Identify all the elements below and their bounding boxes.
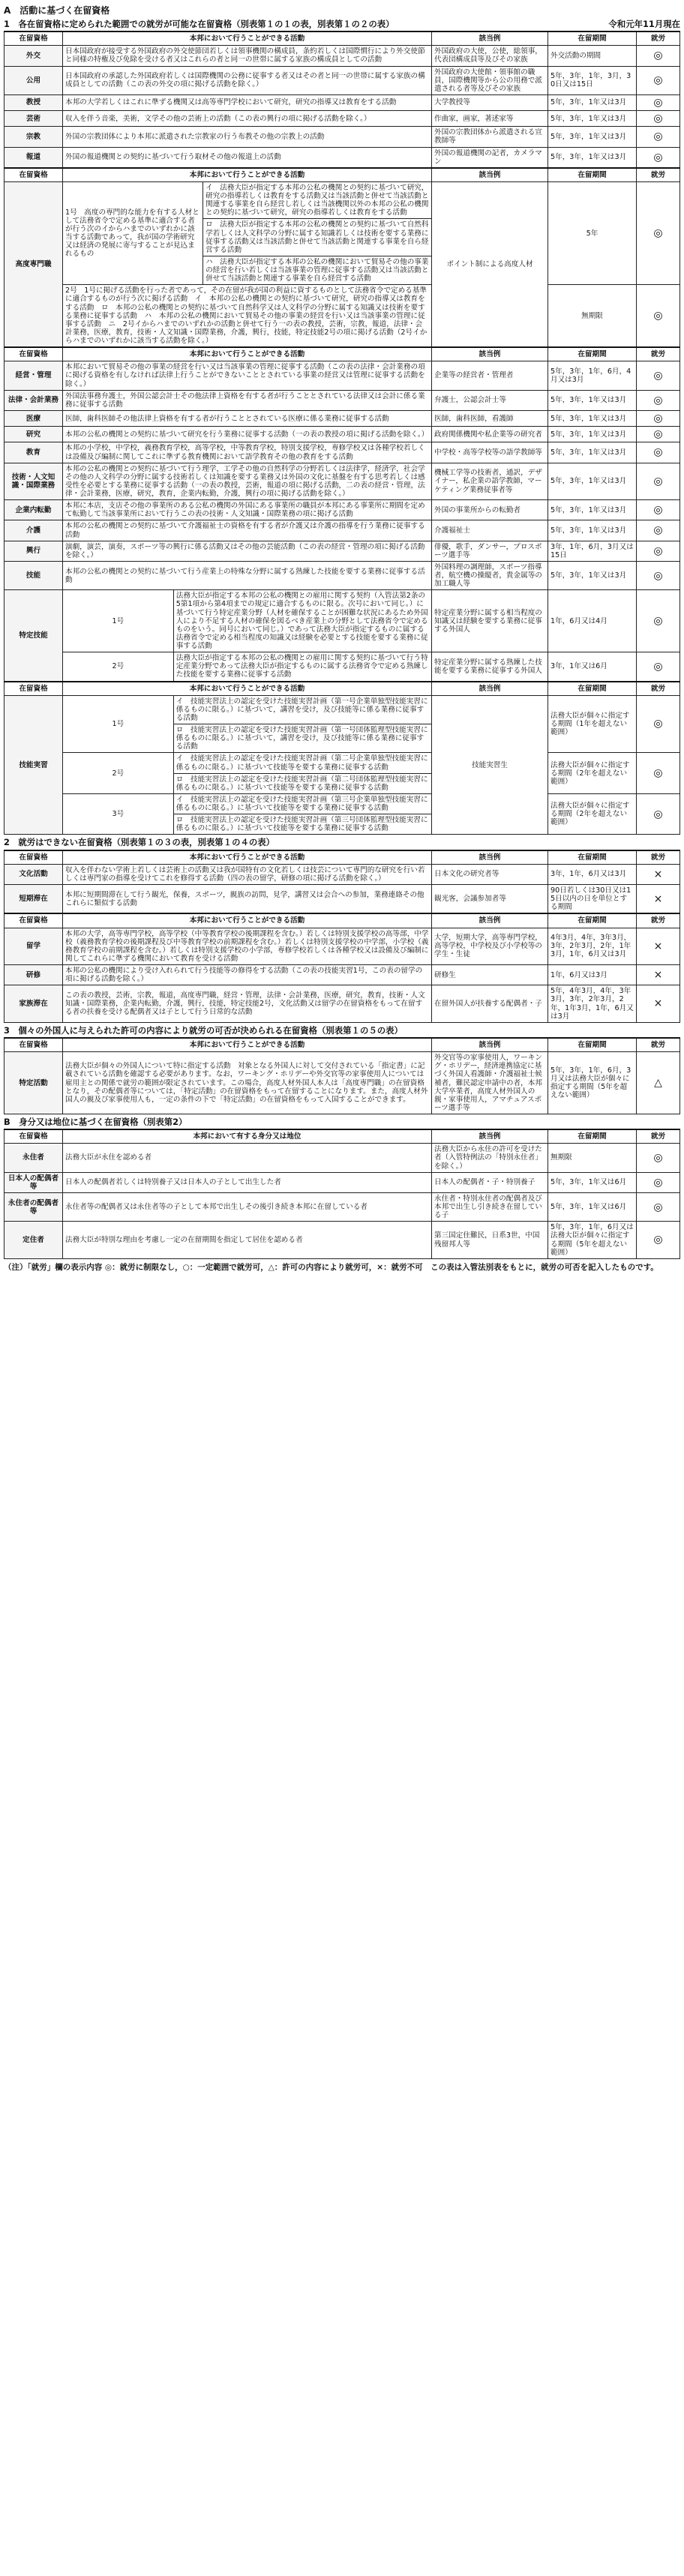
- table-no-work: 在留資格 本邦において行うことができる活動 該当例 在留期間 就労 文化活動 収入を伴わない学術上若しくは芸術上の活動又は我が国特有の文化若しくは技芸について専門的な研究を行い若しくは専門家の指導を受けてこれを修得する活動（四の表の留学，研修の項に掲げる活動を除く。） 日本文化の研究者等 3年，1年，6月又は3月 × 短期滞在 本邦に短期間滞在して行う観光，保養，スポーツ，親族の訪問，見学，講習又は会合への参加，業務連絡その他これらに類似する活動 観光客，会議参加者等 90日若しくは30日又は15日以内の日を単位とする期間 × 在留資格 本邦において行うことができる活動 該当例 在留期間 就労 留学 本邦の大学，高等専門学校，高等学校（中等教育学校の後期課程を含む。）若しくは特別支援学校の高等部，中学校（義務教育学校の後期課程及び中等教育学校の前期課程を含む。）若しくは特別支援学校の中学部，小学校（義務教育学校の前期課程を含む。）若しくは特別支援学校の小学部，専修学校若しくは各種学校又は設備及び編制に関してこれらに準ずる機関において教育を受ける活動 大学，短期大学，高等専門学校，高等学校，中学校及び小学校等の学生・生徒 4年3月，4年，3年3月，3年，2年3月，2年，1年3月，1年，6月又は3月 × 研修 本邦の公私の機関により受け入れられて行う技能等の修得をする活動（この表の技能実習1号，この表の留学の項に掲げる活動を除く。） 研修生 1年，6月又は3月 × 家族滞在 この表の教授，芸術，宗教，報道，高度専門職，経営・管理，法律・会計業務，医療，研究，教育，技術・人文知識・国際業務，企業内転勤，介護，興行，技能，特定技能2号，文化活動又は留学の在留資格をもって在留する者の扶養を受ける配偶者又は子として行う日常的な活動 在留外国人が扶養する配偶者・子 5年，4年3月，4年，3年3月，3年，2年3月，2年，1年3月，1年，6月又は3月 ×: [4, 850, 680, 1023]
- table-row: 研究 本邦の公私の機関との契約に基づいて研究を行う業務に従事する活動（一の表の教授の項に掲げる活動を除く。） 政府関係機関や私企業等の研究者 5年，3年，1年又は3月 ◎: [4, 427, 680, 442]
- table-row: 公用 日本国政府の承認した外国政府若しくは国際機関の公務に従事する者又はその者と同一の世帯に属する家族の構成員としての活動（この表の外交の項に掲げる活動を除く。） 外国政府の大使館・領事館の職員，国際機関等から公の用務で派遣される者等及びその家族 5年，3年，1年，3月，30日又は15日 ◎: [4, 66, 680, 94]
- jisshu-row-3: 3号 イ 技能実習法上の認定を受けた技能実習計画（第三号企業単独型技能実習に係るものに限る。）に基づいて技能等を要する業務に従事する活動 ロ 技能実習法上の認定を受けた技能実習計画（第三号団体監理型技能実習に係るものに限る。）に基づいて技能等を要する業務に従事する活動 法務大臣が個々に指定する期間（2年を超えない範囲） ◎: [4, 793, 680, 835]
- col-work: 就労: [637, 31, 680, 46]
- table-row: 永住者 法務大臣が永住を認める者 法務大臣から永住の許可を受けた者（入管特例法の「特別永住者」を除く。） 無期限 ◎: [4, 1144, 680, 1172]
- col-period: 在留期間: [548, 31, 637, 46]
- table-row: 家族滞在 この表の教授，芸術，宗教，報道，高度専門職，経営・管理，法律・会計業務，医療，研究，教育，技術・人文知識・国際業務，企業内転勤，介護，興行，技能，特定技能2号，文化活動又は留学の在留資格をもって在留する者の扶養を受ける配偶者又は子として行う日常的な活動 在留外国人が扶養する配偶者・子 5年，4年3月，4年，3年3月，3年，2年3月，2年，1年3月，1年，6月又は3月 ×: [4, 985, 680, 1023]
- table-row: 外交 日本国政府が接受する外国政府の外交使節団若しくは領事機関の構成員，条約若しくは国際慣行により外交使節と同様の特権及び免除を受ける者又はこれらの者と同一の世帯に属する家族の構成員としての活動 外国政府の大使，公使，総領事，代表団構成員等及びその家族 外交活動の期間 ◎: [4, 46, 680, 66]
- jisshu-row-2: 2号 イ 技能実習法上の認定を受けた技能実習計画（第二号企業単独型技能実習に係るものに限る。）に基づいて技能等を要する業務に従事する活動 ロ 技能実習法上の認定を受けた技能実習計画（第二号団体監理型技能実習に係るものに限る。）に基づいて技能等を要する業務に従事する活動 法務大臣が個々に指定する期間（2年を超えない範囲） ◎: [4, 753, 680, 794]
- table-row: 教授 本邦の大学若しくはこれに準ずる機関又は高等専門学校において研究，研究の指導又は教育をする活動 大学教授等 5年，3年，1年又は3月 ◎: [4, 94, 680, 110]
- hsp-period-1: 5年: [548, 181, 637, 284]
- table-row: 日本人の配偶者等 日本人の配偶者若しくは特別養子又は日本人の子として出生した者 日本人の配偶者・子・特別養子 5年，3年，1年又は6月 ◎: [4, 1172, 680, 1192]
- table1-title-row: [4, 19, 680, 29]
- hsp-period-2: 無期限: [548, 285, 637, 347]
- table-row: 特定活動 法務大臣が個々の外国人について特に指定する活動 対象となる外国人に対して交付されている「指定書」に記載されている活動を確認する必要があります。なお，ワーキング・ホリデーや外交官等の家事使用人については雇用主との関係で就労の範囲が限定されています。この場合，高度人材外国人本人は「高度専門職」の在留資格となり，その配偶者等については，「特定活動」の在留資格をもって在留することになります。また，高度人材外国人の親及び家事使用人も，一定の条件の下で「特定活動」の在留資格をもって入国することができます。 外交官等の家事使用人，ワーキング・ホリデー，経済連携協定に基づく外国人看護師・介護福祉士候補者，難民認定申請中の者，本邦大学卒業者，高度人材外国人の親・家事使用人，アマチュアスポーツ選手等 5年，3年，1年，6月，3月又は法務大臣が個々に指定する期間（5年を超えない範囲） △: [4, 1052, 680, 1114]
- table-row: 文化活動 収入を伴わない学術上若しくは芸術上の活動又は我が国特有の文化若しくは技芸について専門的な研究を行い若しくは専門家の指導を受けてこれを修得する活動（四の表の留学，研修の項に掲げる活動を除く。） 日本文化の研究者等 3年，1年，6月又は3月 ×: [4, 864, 680, 884]
- hsp-example: ポイント制による高度人材: [432, 181, 548, 347]
- table-conditional: 在留資格 本邦において行うことができる活動 該当例 在留期間 就労 特定活動 法務大臣が個々の外国人について特に指定する活動 対象となる外国人に対して交付されている「指定書」に記載されている活動を確認する必要があります。なお，ワーキング・ホリデーや外交官等の家事使用人については雇用主との関係で就労の範囲が限定されています。この場合，高度人材外国人本人は「高度専門職」の在留資格となり，その配偶者等については，「特定活動」の在留資格をもって在留することになります。また，高度人材外国人の親及び家事使用人も，一定の条件の下で「特定活動」の在留資格をもって入国することができます。 外交官等の家事使用人，ワーキング・ホリデー，経済連携協定に基づく外国人看護師・介護福祉士候補者，難民認定申請中の者，本邦大学卒業者，高度人材外国人の親・家事使用人，アマチュアスポーツ選手等 5年，3年，1年，6月，3月又は法務大臣が個々に指定する期間（5年を超えない範囲） △: [4, 1037, 680, 1114]
- hsp-activity-1: [63, 181, 432, 284]
- hsp-row-1: [4, 181, 680, 284]
- table-row: 定住者 法務大臣が特別な理由を考慮し一定の在留期間を指定して居住を認める者 第三国定住難民，日系3世，中国残留邦人等 5年，3年，1年，6月又は法務大臣が個々に指定する期間（5年を超えない範囲） ◎: [4, 1222, 680, 1259]
- table-row: 経営・管理 本邦において貿易その他の事業の経営を行い又は当該事業の管理に従事する活動（この表の法律・会計業務の項に掲げる資格を有しなければ法律上行うことができないこととされている事業の経営又は管理に従事する活動を除く。） 企業等の経営者・管理者 5年，3年，1年，6月，4月又は3月 ◎: [4, 361, 680, 390]
- table-row: 法律・会計業務 外国法事務弁護士，外国公認会計士その他法律上資格を有する者が行うこととされている法律又は会計に係る業務に従事する活動 弁護士，公認会計士等 5年，3年，1年又は3月 ◎: [4, 390, 680, 410]
- table-row: 技能 本邦の公私の機関との契約に基づいて行う産業上の特殊な分野に属する熟練した技能を要する業務に従事する活動 外国料理の調理師，スポーツ指導者，航空機の操縦者，貴金属等の加工職人等 5年，3年，1年又は3月 ◎: [4, 561, 680, 589]
- col-status: 在留資格: [4, 31, 63, 46]
- jisshu-name: 技能実習: [4, 695, 63, 835]
- table1-date: 令和元年11月現在: [608, 18, 680, 29]
- tokutei-row-2: 2号 法務大臣が指定する本邦の公私の機関との雇用に関する契約に基づいて行う特定産業分野であって法務大臣が指定するものに属する法務省令で定める熟練した技能を要する業務に従事する活動 特定産業分野に属する熟練した技能を要する業務に従事する外国人 3年，1年又は6月 ◎: [4, 652, 680, 682]
- hsp-item: イ 法務大臣が指定する本邦の公私の機関との契約に基づいて研究，研究の指導若しくは教育をする活動又は当該活動と併せて当該活動と関連する事業を自ら経営し若しくは当該機関以外の本邦の公私の機関との契約に基づいて研究，研究の指導若しくは教育をする活動: [203, 182, 431, 219]
- table-row: 報道 外国の報道機関との契約に基づいて行う取材その他の報道上の活動 外国の報道機関の記者，カメラマン 5年，3年，1年又は3月 ◎: [4, 147, 680, 168]
- table-row: 留学 本邦の大学，高等専門学校，高等学校（中等教育学校の後期課程を含む。）若しくは特別支援学校の高等部，中学校（義務教育学校の後期課程及び中等教育学校の前期課程を含む。）若しくは特別支援学校の中学部，小学校（義務教育学校の前期課程を含む。）若しくは特別支援学校の小学部，専修学校若しくは各種学校又は設備及び編制に関してこれらに準ずる機関において教育を受ける活動 大学，短期大学，高等専門学校，高等学校，中学校及び小学校等の学生・生徒 4年3月，4年，3年3月，3年，2年3月，2年，1年3月，1年，6月又は3月 ×: [4, 928, 680, 965]
- table-row: 技術・人文知識・国際業務 本邦の公私の機関との契約に基づいて行う理学，工学その他の自然科学の分野若しくは法律学，経済学，社会学その他の人文科学の分野に属する技術若しくは知識を要する業務又は外国の文化に基盤を有する思考若しくは感受性を必要とする業務に従事する活動（一の表の教授，芸術，報道の項に掲げる活動，二の表の経営・管理，法律・会計業務，医療，研究，教育，企業内転勤，介護，興行の項に掲げる活動を除く。） 機械工学等の技術者，通訳，デザイナー，私企業の語学教師，マーケティング業務従事者等 5年，3年，1年又は3月 ◎: [4, 463, 680, 500]
- table3-title: 2 就労はできない在留資格（別表第１の３の表，別表第１の４の表）: [4, 837, 275, 848]
- jisshu-header: 在留資格 本邦において行うことができる活動 該当例 在留期間 就労: [4, 682, 680, 696]
- hsp-activity-2: 2号 1号に掲げる活動を行った者であって，その在留が我が国の利益に資するものとして法務省令で定める基準に適合するものが行う次に掲げる活動 イ 本邦の公私の機関との契約に基づいて研究，研究の指導又は教育をする活動 ロ 本邦の公私の機関との契約に基づいて自然科学又は人文科学の分野に属する知識又は技術を要する業務に従事する活動 ハ 本邦の公私の機関において貿易その他の事業の経営を行い又は当該事業の管理に従事する活動 ニ 2号イからハまでのいずれかの活動と併せて行う一の表の教授，芸術，宗教，報道，法律・会計業務，医療，教育，技術・人文知識・国際業務，介護，興行，技能，特定技能2号の項に掲げる活動（2号イからハまでのいずれかに該当する活動を除く。）: [63, 285, 432, 347]
- table-row: 芸術 収入を伴う音楽，美術，文学その他の芸術上の活動（この表の興行の項に掲げる活動を除く。） 作曲家，画家，著述家等 5年，3年，1年又は3月 ◎: [4, 111, 680, 127]
- table4-title-row: [4, 1026, 680, 1036]
- table-row: 永住者の配偶者等 永住者等の配偶者又は永住者等の子として本邦で出生しその後引き続き本邦に在留している者 永住者・特別永住者の配偶者及び本邦で出生し引き続き在留している子 5年，3年，1年又は6月 ◎: [4, 1192, 680, 1221]
- section-b-title: B 身分又は地位に基づく在留資格（別表第2）: [4, 1117, 188, 1127]
- table-row: 教育 本邦の小学校，中学校，義務教育学校，高等学校，中等教育学校，特別支援学校，専修学校又は各種学校若しくは設備及び編制に関してこれに準ずる教育機関において語学教育その他の教育をする活動 中学校・高等学校等の語学教師等 5年，3年，1年又は3月 ◎: [4, 442, 680, 463]
- footnote: （注）「就労」欄の表示内容 ◎：就労に制限なし，○：一定範囲で就労可，△：許可の内容により就労可，×：就労不可 この表は入管法別表をもとに，就労の可否を記入したものです。: [4, 1262, 658, 1272]
- table-row: 宗教 外国の宗教団体により本邦に派遣された宗教家の行う布教その他の宗教上の活動 外国の宗教団体から派遣される宣教師等 5年，3年，1年又は3月 ◎: [4, 127, 680, 147]
- table2-header: 在留資格 本邦において行うことができる活動 該当例 在留期間 就労: [4, 347, 680, 361]
- tokutei-name: 特定技能: [4, 590, 63, 682]
- jisshu-row-1: 技能実習 1号 イ 技能実習法上の認定を受けた技能実習計画（第一号企業単独型技能実習に係るものに限る。）に基づいて，講習を受け，及び技能等に係る業務に従事する活動 ロ 技能実習法上の認定を受けた技能実習計画（第一号団体監理型技能実習に係るものに限る。）に基づいて，講習を受け，及び技能等に係る業務に従事する活動 技能実習生 法務大臣が個々に指定する期間（1年を超えない範囲） ◎: [4, 695, 680, 753]
- table-row: 介護 本邦の公私の機関との契約に基づいて介護福祉士の資格を有する者が介護又は介護の指導を行う業務に従事する活動 介護福祉士 5年，3年，1年又は3月 ◎: [4, 520, 680, 541]
- table-row: 興行 演劇，演芸，演奏，スポーツ等の興行に係る活動又はその他の芸能活動（この表の経営・管理の項に掲げる活動を除く。） 俳優，歌手，ダンサー，プロスポーツ選手等 3年，1年，6月，3月又は15日 ◎: [4, 541, 680, 561]
- hsp-intro: 1号 高度の専門的な能力を有する人材として法務省令で定める基準に適合する者が行う次のイからハまでのいずれかに該当する活動であって，我が国の学術研究又は経済の発展に寄与することが見込まれるもの: [63, 182, 203, 284]
- col-example: 該当例: [432, 31, 548, 46]
- table-work-permitted: [4, 31, 680, 835]
- hsp-work-1: ◎: [637, 181, 680, 284]
- section-a-title: A 活動に基づく在留資格: [4, 5, 110, 16]
- table-row: 企業内転勤 本邦に本店，支店その他の事業所のある公私の機関の外国にある事業所の職員が本邦にある事業所に期間を定めて転勤して当該事業所において行うこの表の技術・人文知識・国際業務の項に掲げる活動 外国の事業所からの転勤者 5年，3年，1年又は3月 ◎: [4, 500, 680, 520]
- hsp-row-2: [4, 285, 680, 347]
- table-status-based: 在留資格 本邦において有する身分又は地位 該当例 在留期間 就労 永住者 法務大臣が永住を認める者 法務大臣から永住の許可を受けた者（入管特例法の「特別永住者」を除く。） 無期限 ◎ 日本人の配偶者等 日本人の配偶者若しくは特別養子又は日本人の子として出生した者 日本人の配偶者・子・特別養子 5年，3年，1年又は6月 ◎ 永住者の配偶者等 永住者等の配偶者又は永住者等の子として本邦で出生しその後引き続き本邦に在留している者 永住者・特別永住者の配偶者及び本邦で出生し引き続き在留している子 5年，3年，1年又は6月 ◎ 定住者 法務大臣が特別な理由を考慮し一定の在留期間を指定して居住を認める者 第三国定住難民，日系3世，中国残留邦人等 5年，3年，1年，6月又は法務大臣が個々に指定する期間（5年を超えない範囲） ◎: [4, 1129, 680, 1259]
- hsp-item: ハ 法務大臣が指定する本邦の公私の機関において貿易その他の事業の経営を行い若しくは当該事業の管理に従事する活動又は当該活動と併せて当該活動と関連する事業を自ら経営する活動: [206, 257, 429, 283]
- hsp-name: 高度専門職: [4, 181, 63, 347]
- table-row: 短期滞在 本邦に短期間滞在して行う観光，保養，スポーツ，親族の訪問，見学，講習又は会合への参加，業務連絡その他これらに類似する活動 観光客，会議参加者等 90日若しくは30日又は15日以内の日を単位とする期間 ×: [4, 885, 680, 914]
- table3-title-row: [4, 838, 680, 847]
- tokutei-row-1: 特定技能 1号 法務大臣が指定する本邦の公私の機関との雇用に関する契約（入管法第2条の5第1項から第4項までの規定に適合するものに限る。次号において同じ。）に基づいて行う特定産業分野（人材を確保することが困難な状況にあるため外国人により不足する人材の確保を図るべき産業上の分野として法務省令で定めるものをいう。同号において同じ。）であって法務大臣が指定するものに属する法務省令で定める相当程度の知識又は経験を必要とする技能を要する業務に従事する活動 特定産業分野に属する相当程度の知識又は経験を要する業務に従事する外国人 1年，6月又は4月 ◎: [4, 590, 680, 652]
- jisshu-example: 技能実習生: [432, 695, 548, 835]
- table-row: 医療 医師，歯科医師その他法律上資格を有する者が行うこととされている医療に係る業務に従事する活動 医師，歯科医師，看護師 5年，3年，1年又は3月 ◎: [4, 410, 680, 426]
- page: [0, 0, 684, 1279]
- table1-title: 1 各在留資格に定められた範囲での就労が可能な在留資格（別表第１の１の表，別表第１の２の表）: [4, 18, 394, 29]
- hsp-header: 在留資格 本邦において行うことができる活動 該当例 在留期間 就労: [4, 168, 680, 182]
- col-activity: 本邦において行うことができる活動: [63, 31, 432, 46]
- table-row: 研修 本邦の公私の機関により受け入れられて行う技能等の修得をする活動（この表の技能実習1号，この表の留学の項に掲げる活動を除く。） 研修生 1年，6月又は3月 ×: [4, 965, 680, 985]
- section-b-title-row: [4, 1117, 680, 1127]
- table4-title: 3 個々の外国人に与えられた許可の内容により就労の可否が決められる在留資格（別表第１の５の表）: [4, 1024, 403, 1036]
- table1-header: [4, 31, 680, 46]
- hsp-item: ロ 法務大臣が指定する本邦の公私の機関との契約に基づいて自然科学若しくは人文科学の分野に属する知識若しくは技術を要する業務に従事する活動又は当該活動と併せて当該活動と関連する事業を自ら経営する活動: [203, 219, 431, 256]
- hsp-work-2: ◎: [637, 285, 680, 347]
